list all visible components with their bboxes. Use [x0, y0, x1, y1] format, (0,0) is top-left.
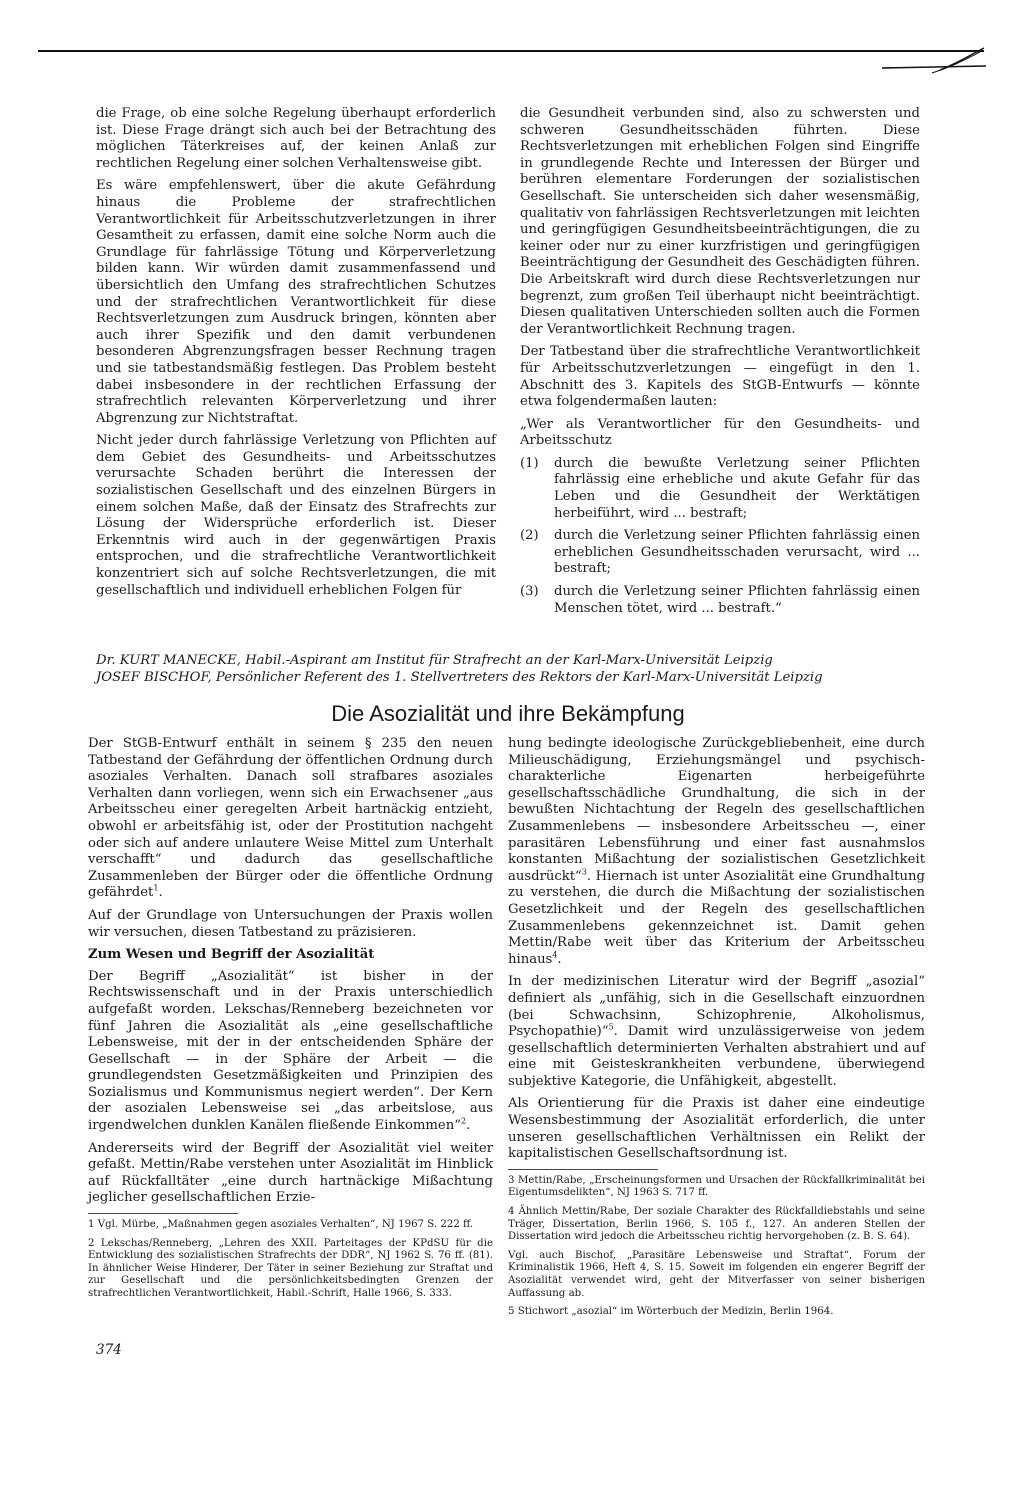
- quote-item: [520, 528, 920, 578]
- paragraph: hung bedingte ideologische Zurückgebliebenheit, eine durch Milieuschädigung, Erziehungsmängel und psychisch-charakterliche Eigenarten herbeigeführte gesellschaftsschädliche Grundhaltung, die sich in der bewußten Nichtachtung der Regeln des gesellschaftlichen Zusammenlebens — insbesondere Arbeitsscheu —, einer parasitären Lebensführung und einer fast ausnahmslos konstanten Mißachtung der sozialistischen Gesetzlichkeit ausdrückt“$^3$. Hiernach ist unter Asozialität eine Grundhaltung zu verstehen, die durch die Mißachtung der sozialistischen Gesetzlichkeit und der Regeln des gesellschaftlichen Zusammenlebens gekennzeichnet ist. Damit gehen Mettin/Rabe weit über das Kriterium der Arbeitsscheu hinaus$^4$.: [508, 736, 925, 967]
- paragraph: Der Tatbestand über die strafrechtliche Verantwortlichkeit für Arbeitsschutzverletzungen — eingefügt in den 1. Abschnitt des 3. Kapitels des StGB-Entwurfs — könnte etwa folgendermaßen lauten:: [520, 344, 920, 410]
- paragraph-text: hung bedingte ideologische Zurückgebliebenheit, eine durch Milieuschädigung, Erziehungsmängel und psychisch-charakterliche Eigenarten herbeigeführte gesellschaftsschädliche Grundhaltung, die sich in der bewußten Nichtachtung der Regeln des gesellschaftlichen Zusammenlebens — insbesondere Arbeitsscheu —, einer parasitären Lebensführung und einer fast ausnahmslos konstanten Mißachtung der sozialistischen Gesetzlichkeit ausdrückt“: [508, 736, 925, 884]
- paragraph: Der Begriff „Asozialität“ ist bisher in der Rechtswissenschaft und in der Praxis unterschiedlich aufgefaßt worden. Lekschas/Renneberg bezeichneten vor fünf Jahren die Asozialität als „eine gesellschaftliche Lebensweise, mit der in der entscheidenden Sphäre der Gesellschaft — in der Sphäre der Arbeit — die grundlegendsten Gesetzmäßigkeiten und Prinzipien des Sozialismus und Kommunismus negiert werden“. Der Kern der asozialen Lebensweise sei „das arbeitslose, aus irgendwelchen dunklen Kanälen fließende Einkommen“$^2$.: [88, 968, 493, 1134]
- paragraph: Andererseits wird der Begriff der Asozialität viel weiter gefaßt. Mettin/Rabe verstehen unter Asozialität im Hinblick auf Rückfalltäter „eine durch hartnäckige Mißachtung jeglicher gesellschaftlichen Erzie-: [88, 1140, 493, 1206]
- footnote: 1 Vgl. Mürbe, „Maßnahmen gegen asoziales Verhalten“, NJ 1967 S. 222 ff.: [88, 1219, 474, 1231]
- footnote: Vgl. auch Bischof, „Parasitäre Lebensweise und Straftat“, Forum der Kriminalistik 1966, Heft 4, S. 15. Soweit im folgenden ein engerer Begriff der Asozialität verwendet wird, geht der Mitverfasser von seiner bisherigen Auffassung ab.: [508, 1249, 925, 1299]
- quote-intro: „Wer als Verantwortlicher für den Gesundheits- und Arbeitsschutz: [520, 416, 920, 449]
- paragraph: die Gesundheit verbunden sind, also zu schwersten und schweren Gesundheitsschäden führten. Diese Rechtsverletzungen mit erheblichen Folgen sind Eingriffe in grundlegende Rechte und Interessen der Bürger und berühren elementare Forderungen der sozialistischen Gesellschaft. Sie unterscheiden sich daher wesensmäßig, qualitativ von fahrlässigen Rechtsverletzungen mit leichten und geringfügigen Gesundheitsbeeinträchtigungen, die zu keiner oder nur zu einer kurzfristigen und geringfügigen Beeinträchtigung der Gesundheit des Geschädigten führen. Die Arbeitskraft wird durch diese Rechtsverletzungen nur begrenzt, zum großen Teil überhaupt nicht beeinträchtigt. Diesen qualitativen Unterschieden sollten auch die Formen der Verantwortlichkeit Rechnung tragen.: [520, 106, 920, 337]
- article-right-column: [508, 736, 925, 1325]
- author-block: [96, 652, 936, 686]
- flourish-ornament: [880, 40, 990, 80]
- page-number: 374: [96, 1342, 122, 1358]
- paragraph-text: Der StGB-Entwurf enthält in seinem § 235 den neuen Tatbestand der Gefährdung der öffentlichen Ordnung durch asoziales Verhalten. Danach soll strafbares asoziales Verhalten dann vorliegen, wenn sich ein Erwachsener „aus Arbeitsscheu einer geregelten Arbeit hartnäckig entzieht, obwohl er arbeitsfähig ist, oder der Prostitution nachgeht oder sich auf andere unlautere Weise Mittel zum Unterhalt verschafft“ und dadurch das gesellschaftliche Zusammenleben der Bürger oder die öffentliche Ordnung gefährdet: [88, 736, 493, 901]
- paragraph: Der StGB-Entwurf enthält in seinem § 235 den neuen Tatbestand der Gefährdung der öffentlichen Ordnung durch asoziales Verhalten. Danach soll strafbares asoziales Verhalten dann vorliegen, wenn sich ein Erwachsener „aus Arbeitsscheu einer geregelten Arbeit hartnäckig entzieht, obwohl er arbeitsfähig ist, oder der Prostitution nachgeht oder sich auf andere unlautere Weise Mittel zum Unterhalt verschafft“ und dadurch das gesellschaftliche Zusammenleben der Bürger oder die öffentliche Ordnung gefährdet$^1$.: [88, 736, 493, 901]
- quote-item-text: durch die Verletzung seiner Pflichten fahrlässig einen Menschen tötet, wird ... bestraft.“: [554, 584, 920, 616]
- author-line: Dr. KURT MANECKE, Habil.-Aspirant am Institut für Strafrecht an der Karl-Marx-Universität Leipzig: [96, 653, 773, 668]
- author-line: JOSEF BISCHOF, Persönlicher Referent des 1. Stellvertreters des Rektors der Karl-Marx-Universität Leipzig: [96, 670, 823, 685]
- footnote-ref: 5: [608, 1022, 614, 1032]
- paragraph-text: In der medizinischen Literatur wird der Begriff „asozial“ definiert als „unfähig, sich in die Gesellschaft einzuordnen (bei Schwachsinn, Schizophrenie, Alkoholismus, Psychopathie)“: [508, 974, 925, 1040]
- top-left-column: [96, 106, 496, 605]
- quote-item: [520, 584, 920, 617]
- quote-item: [520, 456, 920, 522]
- footnote-ref: 1: [153, 883, 159, 893]
- footnote-ref: 2: [460, 1116, 467, 1126]
- paragraph-text: . Damit wird unzulässigerweise von jedem gesellschaftlich determinierten Verhalten abstrahiert und auf eine mit Geisteskrankheiten verbundene, überwiegend subjektive Kategorie, die Unfähigkeit, abgestellt.: [508, 1024, 925, 1089]
- footnote-ref: 4: [552, 950, 558, 960]
- paragraph: [508, 974, 925, 1090]
- quote-item-text: durch die Verletzung seiner Pflichten fahrlässig einen erheblichen Gesundheitsschaden verursacht, wird ... bestraft;: [554, 528, 920, 577]
- quote-item-number: (3): [520, 584, 539, 600]
- quote-item-number: (2): [520, 528, 539, 544]
- quote-item-text: durch die bewußte Verletzung seiner Pflichten fahrlässig eine erhebliche und akute Gefahr für das Leben und die Gesundheit der Werktätigen herbeiführt, wird ... bestraft;: [554, 455, 920, 521]
- paragraph: Nicht jeder durch fahrlässige Verletzung von Pflichten auf dem Gebiet des Gesundheits- und Arbeitsschutzes verursachte Schaden berührt die Interessen der sozialistischen Gesellschaft und des einzelnen Bürgers in einem solchen Maße, daß der Einsatz des Strafrechts zur Lösung der Widersprüche erforderlich ist. Dieser Erkenntnis wird auch in der gegenwärtigen Praxis entsprochen, und die strafrechtliche Verantwortlichkeit konzentriert sich auf solche Rechtsverletzungen, die mit gesellschaftlich und individuell erheblichen Folgen für: [96, 433, 496, 598]
- footnote-rule: [88, 1213, 238, 1214]
- quote-item-number: (1): [520, 455, 539, 471]
- paragraph: Als Orientierung für die Praxis ist daher eine eindeutige Wesensbestimmung der Asozialität erforderlich, die unter unseren gesellschaftlichen Verhältnissen ein Relikt der kapitalistischen Gesellschaftsordnung ist.: [508, 1096, 925, 1162]
- article-left-column: [88, 736, 493, 1307]
- section-heading: Zum Wesen und Begriff der Asozialität: [88, 947, 375, 963]
- top-rule: [38, 50, 984, 52]
- top-right-column: [520, 106, 920, 623]
- footnote-ref: 3: [581, 867, 587, 877]
- paragraph-text: . Hiernach ist unter Asozialität eine Grundhaltung zu verstehen, die durch die Mißachtung der sozialistischen Gesetzlichkeit und der Regeln des gesellschaftlichen Zusammenlebens gekennzeichnet ist. Damit gehen Mettin/Rabe weit über das Kriterium der Arbeitsscheu hinaus: [508, 868, 925, 967]
- footnote: 4 Ähnlich Mettin/Rabe, Der soziale Charakter des Rückfalldiebstahls und seine Träger, Dissertation, Berlin 1966, S. 105 f., 127. An anderen Stellen der Dissertation wird jedoch die Arbeitsscheu richtig hervorgehoben (z. B. S. 64).: [508, 1206, 925, 1243]
- paragraph: Es wäre empfehlenswert, über die akute Gefährdung hinaus die Probleme der strafrechtlichen Verantwortlichkeit für Arbeitsschutzverletzungen in ihrer Gesamtheit zu erfassen, damit eine solche Norm auch die Grundlage für fahrlässige Tötung und Körperverletzung bilden kann. Wir würden damit zusammenfassend und übersichtlich den Umfang des strafrechtlichen Schutzes und der strafrechtlichen Verantwortlichkeit für diese Rechtsverletzungen zum Ausdruck bringen, könnten aber auch ihrer Spezifik und den damit verbundenen besonderen Abgrenzungsfragen besser Rechnung tragen und sie tatbestandsmäßig festlegen. Das Problem besteht dabei insbesondere in der rechtlichen Erfassung der strafrechtlich relevanten Körperverletzung und ihrer Abgrenzung zur Nichtstraftat.: [96, 178, 496, 426]
- paragraph-text: Der Begriff „Asozialität“ ist bisher in der Rechtswissenschaft und in der Praxis unterschiedlich aufgefaßt worden. Lekschas/Renneberg bezeichneten vor fünf Jahren die Asozialität als „eine gesellschaftliche Lebensweise, mit der in der entscheidenden Sphäre der Gesellschaft — in der Sphäre der Arbeit — die grundlegendsten Gesetzmäßigkeiten und Prinzipien des Sozialismus und Kommunismus negiert werden“. Der Kern der asozialen Lebensweise sei „das arbeitslose, aus irgendwelchen dunklen Kanälen fließende Einkommen“: [88, 968, 493, 1134]
- paragraph: Auf der Grundlage von Untersuchungen der Praxis wollen wir versuchen, diesen Tatbestand zu präzisieren.: [88, 907, 493, 940]
- article-title: Die Asozialität und ihre Bekämpfung: [331, 701, 685, 726]
- footnote: 2 Lekschas/Renneberg, „Lehren des XXII. Parteitages der KPdSU für die Entwicklung des sozialistischen Strafrechts der DDR“, NJ 1962 S. 76 ff. (81). In ähnlicher Weise Hinderer, Der Täter in seiner Beziehung zur Straftat und zur Gesellschaft und die persönlichkeitsbedingten Grenzen der strafrechtlichen Verantwortlichkeit, Habil.-Schrift, Halle 1966, S. 333.: [88, 1237, 493, 1299]
- footnote-rule: [508, 1169, 658, 1170]
- paragraph: die Frage, ob eine solche Regelung überhaupt erforderlich ist. Diese Frage drängt sich auch bei der Betrachtung des möglichen Täterkreises auf, der keinen Anlaß zur rechtlichen Regelung einer solchen Verhaltensweise gibt.: [96, 106, 496, 171]
- footnote: 5 Stichwort „asozial“ im Wörterbuch der Medizin, Berlin 1964.: [508, 1306, 834, 1318]
- footnote: 3 Mettin/Rabe, „Erscheinungsformen und Ursachen der Rückfallkriminalität bei Eigentumsdelikten“, NJ 1963 S. 717 ff.: [508, 1174, 925, 1199]
